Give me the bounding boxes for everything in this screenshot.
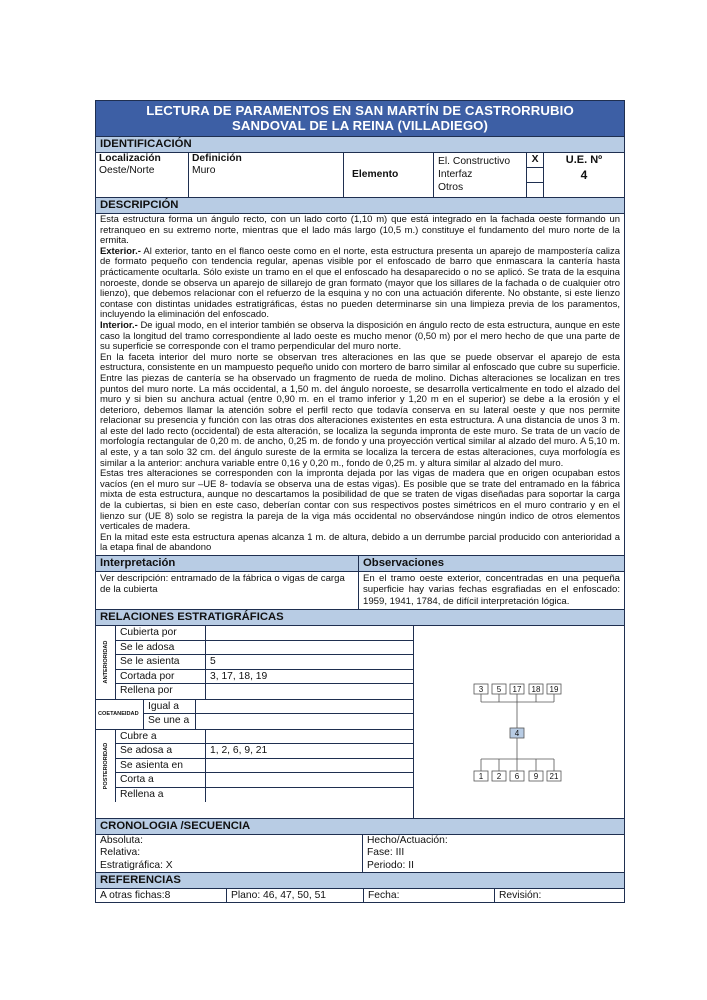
descripcion-p5: Estas tres alteraciones se corresponden con la impronta dejada por las vigas de madera que en origen ocupaban estos vacíos (en el muro sur –UE 8- todavía se observa una de estas vigas). Es posible que se trate del entramado en la fábrica mixta de esta estructura, aunque no descartamos la posibilidad de que se traten de vigas diseñadas para soportar la carga de la cubiertas, si bien en este caso, deberían contar con sus respectivos postes simétricos en el muro contrario y en el lienzo sur (UE 8) solo se registra la pareja de la viga más occidental no observándose ningún indico de otros elementos verticales de madera. bbox=[100, 468, 620, 533]
posterioridad-label: POSTERIORIDAD bbox=[102, 742, 109, 790]
ue-value: 4 bbox=[580, 168, 588, 182]
otras-fichas-field: A otras fichas:8 bbox=[96, 889, 227, 902]
relation-row bbox=[116, 655, 413, 670]
observaciones-header: Observaciones bbox=[359, 556, 624, 572]
interpretacion-observaciones bbox=[96, 555, 624, 609]
anterioridad-label-cell bbox=[96, 626, 116, 699]
relation-key: Rellena a bbox=[116, 788, 206, 803]
harris-matrix-area bbox=[414, 626, 624, 818]
anterioridad-label: ANTERIORIDAD bbox=[102, 640, 109, 684]
anterioridad-rows bbox=[116, 626, 413, 699]
checkbox-otros bbox=[527, 183, 543, 197]
matrix-top-ue-label: 19 bbox=[549, 685, 559, 694]
identificacion-header: IDENTIFICACIÓN bbox=[96, 136, 624, 153]
interior-text: De igual modo, en el interior también se observa la disposición en ángulo recto de esta estructura, aunque en este caso la longitud del tramo correspondiente al lado oeste es mucho menor (0,50 m) por el mero hecho de que una parte de su superficie se corresponde con el tramo perpendicular del muro norte. bbox=[100, 319, 620, 353]
relation-value bbox=[206, 759, 413, 773]
sheet-title bbox=[96, 101, 624, 136]
coetaneidad-label: COETANEIDAD bbox=[96, 700, 144, 729]
relation-row bbox=[116, 773, 413, 788]
localizacion-cell bbox=[96, 153, 189, 197]
observaciones-text: En el tramo oeste exterior, concentradas en una pequeña superficie hay varias fechas esgrafiadas en el enfoscado: 1959, 1941, 1784, de difícil interpretación lógica. bbox=[363, 573, 620, 607]
matrix-bottom-ue-label: 6 bbox=[514, 772, 520, 781]
relation-key: Se adosa a bbox=[116, 744, 206, 758]
relation-value: 5 bbox=[210, 656, 216, 667]
interior-label: Interior.- bbox=[100, 319, 138, 331]
title-line-2: SANDOVAL DE LA REINA (VILLADIEGO) bbox=[231, 118, 489, 133]
exterior-text: Al exterior, tanto en el flanco oeste como en el norte, esta estructura presenta un aparejo de mampostería caliza de formato pequeño con tendencia regular, apenas visible por el enfoscado de barro que enmascara la cantería hasta prácticamente ocultarla. Sólo existe un tramo en el que el enfoscado ha desaparecido o no se aplicó. Se trata de la esquina noroeste, donde se observa un aparejo de sillarejo de gran formato (mayor que los sillares de la fachada o de cualquier otro lienzo), que debemos relacionar con el refuerzo de la esquina y no con una actuación diferente. No obstante, si este lienzo contase con distintas unidades estratigráficas, éstas no pueden determinarse sin una limpieza previa de los paramentos, incluyendo la eliminación del enfoscado. bbox=[100, 245, 620, 321]
descripcion-body bbox=[96, 214, 624, 555]
checkbox-constructivo: X bbox=[527, 153, 543, 168]
title-line-1: LECTURA DE PARAMENTOS EN SAN MARTÍN DE CASTRORRUBIO bbox=[146, 103, 574, 118]
relation-value bbox=[206, 730, 413, 744]
fecha-field: Fecha: bbox=[364, 889, 495, 902]
relation-key: Rellena por bbox=[116, 684, 206, 699]
checkbox-interfaz bbox=[527, 168, 543, 183]
relation-row bbox=[116, 759, 413, 774]
cronologia-left bbox=[96, 835, 363, 872]
relation-row bbox=[116, 626, 413, 641]
coetaneidad-rows bbox=[144, 700, 413, 729]
posterioridad-group bbox=[96, 730, 413, 803]
definicion-label: Definición bbox=[192, 153, 242, 164]
plano-field: Plano: 46, 47, 50, 51 bbox=[227, 889, 364, 902]
relation-key: Se asienta en bbox=[116, 759, 206, 773]
posterioridad-label-cell bbox=[96, 730, 116, 803]
matrix-top-ue-label: 17 bbox=[512, 685, 522, 694]
referencias-table bbox=[96, 889, 624, 902]
exterior-label: Exterior.- bbox=[100, 245, 141, 257]
periodo-field: Periodo: II bbox=[367, 859, 414, 871]
elemento-options bbox=[434, 153, 527, 197]
relation-row bbox=[116, 730, 413, 745]
matrix-bottom-ue-label: 2 bbox=[496, 772, 502, 781]
descripcion-header: DESCRIPCIÓN bbox=[96, 197, 624, 214]
relation-key: Se le adosa bbox=[116, 641, 206, 655]
relativa-field: Relativa: bbox=[100, 847, 141, 859]
ue-label: U.E. Nº bbox=[565, 154, 603, 166]
relation-row bbox=[116, 641, 413, 656]
interpretacion-header: Interpretación bbox=[96, 556, 358, 572]
fase-field: Fase: III bbox=[367, 847, 405, 859]
elemento-label: Elemento bbox=[344, 153, 434, 197]
relation-row bbox=[116, 670, 413, 685]
estratigrafica-field: Estratigráfica: X bbox=[100, 859, 173, 871]
option-interfaz: Interfaz bbox=[438, 169, 473, 180]
relation-key: Se une a bbox=[144, 714, 196, 729]
localizacion-value: Oeste/Norte bbox=[99, 165, 155, 176]
option-otros: Otros bbox=[438, 182, 464, 193]
revision-field: Revisión: bbox=[499, 890, 542, 902]
relation-row bbox=[144, 714, 413, 729]
matrix-top-ue-label: 18 bbox=[531, 685, 541, 694]
relation-key: Cubre a bbox=[116, 730, 206, 744]
identificacion-table bbox=[96, 153, 624, 197]
relation-key: Se le asienta bbox=[116, 655, 206, 669]
relaciones-header: RELACIONES ESTRATIGRÁFICAS bbox=[96, 609, 624, 626]
anterioridad-group bbox=[96, 626, 413, 700]
relation-row bbox=[116, 744, 413, 759]
matrix-bottom-ue-label: 21 bbox=[549, 772, 559, 781]
interpretacion-section bbox=[96, 556, 359, 609]
relation-value bbox=[196, 714, 413, 729]
relation-value bbox=[206, 684, 413, 699]
relation-value bbox=[196, 700, 413, 714]
cronologia-table bbox=[96, 835, 624, 872]
harris-matrix-diagram bbox=[414, 626, 624, 818]
descripcion-p4: En la faceta interior del muro norte se observan tres alteraciones en las que se puede observar el aparejo de esta estructura, consistente en un mampuesto pequeño unido con mortero de barro similar al enfoscado que cubre su superficie. Entre las piezas de cantería se ha observado un fragmento de rueda de molino. Dichas alteraciones se localizan en tres puntos del muro norte. La más occidental, a 1,50 m. del ángulo noroeste, se desarrolla verticalmente en todo el alzado del muro y si bien su anchura actual (entre 0,90 m. en el tramo inferior y 1,20 m en el superior) se debe a la erosión y el deterioro, debemos llamar la atención sobre el perfil recto que todavía conserva en su lateral oeste y que nos permite relacionar su presencia y función con las otras dos alteraciones existentes en esta estructura. A una distancia de unos 3 m. al este del lado recto (occidental) de esta alteración, se localiza la segunda impronta de este muro. Se trata de un vacío de morfología rectangular de 0,20 m. de ancho, 0,25 m. de fondo y una proyección vertical similar al alzado del muro. A 5,10 m. al este, y a tan solo 32 cm. del ángulo sureste de la ermita se localiza la tercera de estas alteraciones, cuya morfología es similar a la anterior: anchura variable entre 0,16 y 0,20 m., fondo de 0,25 m. y altura similar al alzado del muro. bbox=[100, 351, 620, 469]
interpretacion-text: Ver descripción: entramado de la fábrica o vigas de carga de la cubierta bbox=[100, 573, 345, 596]
ue-cell bbox=[544, 153, 625, 197]
relation-row bbox=[116, 788, 413, 803]
relation-value bbox=[206, 626, 413, 640]
descripcion-p6: En la mitad este esta estructura apenas alcanza 1 m. de altura, debido a un derrumbe parcial producido con anterioridad a la etapa final de abandono bbox=[100, 531, 620, 554]
relation-key: Cubierta por bbox=[116, 626, 206, 640]
relation-value: 3, 17, 18, 19 bbox=[210, 670, 268, 682]
matrix-top-ue-label: 3 bbox=[478, 685, 484, 694]
relation-key: Igual a bbox=[144, 700, 196, 714]
option-constructivo: El. Constructivo bbox=[438, 156, 511, 167]
posterioridad-rows bbox=[116, 730, 413, 803]
hecho-field: Hecho/Actuación: bbox=[367, 835, 448, 846]
observaciones-section bbox=[359, 556, 624, 609]
absoluta-field: Absoluta: bbox=[100, 835, 143, 846]
descripcion-p1: Esta estructura forma un ángulo recto, con un lado corto (1,10 m) que está integrado en la fachada oeste formando un retranqueo en su extremo norte, mientras que el lado más largo (10,5 m.) constituye el fundamento del muro norte de la ermita. bbox=[100, 214, 620, 247]
coetaneidad-group bbox=[96, 700, 413, 730]
matrix-bottom-ue-label: 9 bbox=[533, 772, 539, 781]
relation-key: Cortada por bbox=[116, 670, 206, 684]
record-sheet bbox=[95, 100, 625, 903]
cronologia-right bbox=[363, 835, 625, 872]
relation-row bbox=[144, 700, 413, 715]
definicion-cell bbox=[189, 153, 344, 197]
relation-value bbox=[206, 641, 413, 655]
relaciones-table bbox=[96, 626, 414, 818]
matrix-top-ue-label: 5 bbox=[496, 685, 502, 694]
relation-value bbox=[206, 788, 413, 803]
cronologia-header: CRONOLOGIA /SECUENCIA bbox=[96, 818, 624, 835]
matrix-bottom-ue-label: 1 bbox=[478, 772, 484, 781]
localizacion-label: Localización bbox=[99, 153, 161, 164]
relation-row bbox=[116, 684, 413, 699]
relaciones-body bbox=[96, 626, 624, 818]
descripcion-p3 bbox=[100, 321, 620, 353]
relation-value bbox=[206, 773, 413, 787]
relation-value: 1, 2, 6, 9, 21 bbox=[210, 745, 268, 756]
descripcion-p2 bbox=[100, 247, 620, 321]
option-checkboxes bbox=[527, 153, 544, 197]
referencias-header: REFERENCIAS bbox=[96, 872, 624, 889]
definicion-value: Muro bbox=[192, 165, 216, 176]
relation-key: Corta a bbox=[116, 773, 206, 787]
matrix-center-ue-label: 4 bbox=[514, 729, 520, 738]
